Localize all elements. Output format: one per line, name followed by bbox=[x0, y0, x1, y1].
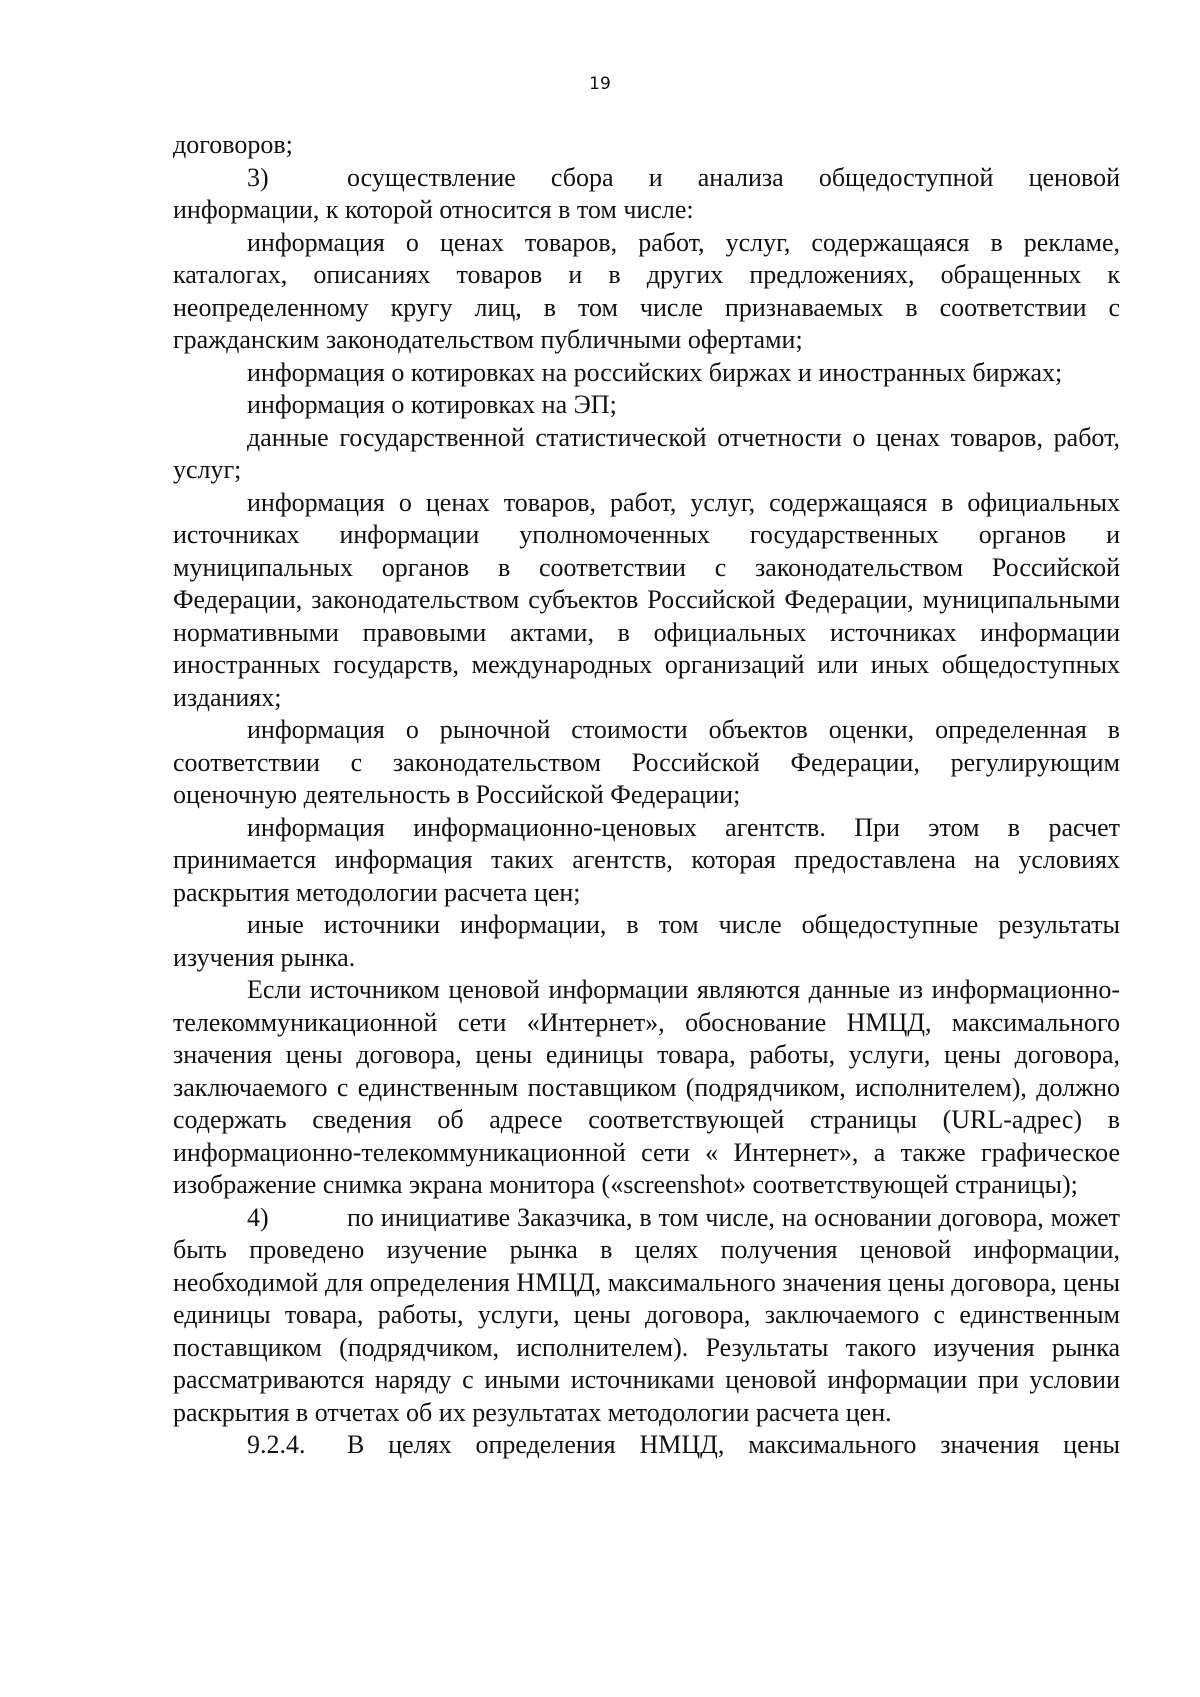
paragraph-text: информация о рыночной стоимости объектов оценки, определенная в соответствии с законодательством Российской Федерации, регулирующим оценочную деятельность в Российской Федерации; bbox=[173, 715, 1120, 809]
paragraph-text: данные государственной статистической отчетности о ценах товаров, работ, услуг; bbox=[173, 422, 1120, 484]
paragraph-market-value bbox=[173, 714, 1120, 812]
list-item-number: 3) bbox=[247, 162, 269, 192]
paragraph-text: В целях определения НМЦД, максимального значения цены bbox=[347, 1430, 1120, 1459]
document-body bbox=[173, 129, 1120, 1462]
paragraph-text: осуществление сбора и анализа общедоступной ценовой информации, к которой относится в том числе: bbox=[173, 162, 1120, 224]
paragraph-statistics bbox=[173, 422, 1120, 487]
paragraph-official-sources bbox=[173, 487, 1120, 715]
paragraph-text: информация о котировках на ЭП; bbox=[247, 390, 617, 419]
paragraph-price-agencies bbox=[173, 812, 1120, 910]
section-number: 9.2.4. bbox=[247, 1430, 306, 1459]
paragraph-exchange-quotes bbox=[173, 357, 1120, 390]
paragraph-text: иные источники информации, в том числе общедоступные результаты изучения рынка. bbox=[173, 910, 1120, 972]
paragraph-other-sources bbox=[173, 909, 1120, 974]
list-item-4 bbox=[173, 1202, 1120, 1430]
paragraph-text: информация о ценах товаров, работ, услуг, содержащаяся в рекламе, каталогах, описаниях товаров и в других предложениях, обращенных к неопределенному кругу лиц, в том числе признаваемых в соответствии с гражданским законодательством публичными офертами; bbox=[173, 227, 1120, 354]
paragraph-continuation bbox=[173, 129, 1120, 162]
paragraph-text: информация информационно-ценовых агентств. При этом в расчет принимается информация таких агентств, которая предоставлена на условиях раскрытия методологии расчета цен; bbox=[173, 812, 1120, 907]
list-item-3 bbox=[173, 162, 1120, 227]
list-item-number: 4) bbox=[247, 1202, 269, 1232]
paragraph-advertising-info bbox=[173, 227, 1120, 357]
paragraph-text: информация о котировках на российских биржах и иностранных биржах; bbox=[247, 357, 1063, 387]
paragraph-ep-quotes bbox=[173, 389, 1120, 422]
paragraph-text: по инициативе Заказчика, в том числе, на основании договора, может быть проведено изучение рынка в целях получения ценовой информации, необходимой для определения НМЦД, максимального значения цены договора, цены единицы товара, работы, услуги, цены договора, заключаемого с единственным поставщиком (подрядчиком, исполнителем). Результаты такого изучения рынка рассматриваются наряду с иными источниками ценовой информации при условии раскрытия в отчетах об их результатах методологии расчета цен. bbox=[173, 1202, 1120, 1427]
page-number: 19 bbox=[589, 74, 611, 94]
section-9-2-4 bbox=[173, 1429, 1120, 1462]
paragraph-text: договоров; bbox=[173, 130, 293, 159]
paragraph-text: информация о ценах товаров, работ, услуг, содержащаяся в официальных источниках информации уполномоченных государственных органов и муниципальных органов в соответствии с законодательством Российской Федерации, законодательством субъектов Российской Федерации, муниципальными нормативными правовыми актами, в официальных источниках информации иностранных государств, международных организаций или иных общедоступных изданиях; bbox=[173, 487, 1120, 712]
paragraph-text: Если источником ценовой информации являются данные из информационно-телекоммуникационной сети «Интернет», обоснование НМЦД, максимального значения цены договора, цены единицы товара, работы, услуги, цены договора, заключаемого с единственным поставщиком (подрядчиком, исполнителем), должно содержать сведения об адресе соответствующей страницы (URL-адрес) в информационно-телекоммуникационной сети « Интернет», а также графическое изображение снимка экрана монитора («screenshot» соответствующей страницы); bbox=[173, 975, 1120, 1199]
paragraph-internet-sources bbox=[173, 974, 1120, 1202]
